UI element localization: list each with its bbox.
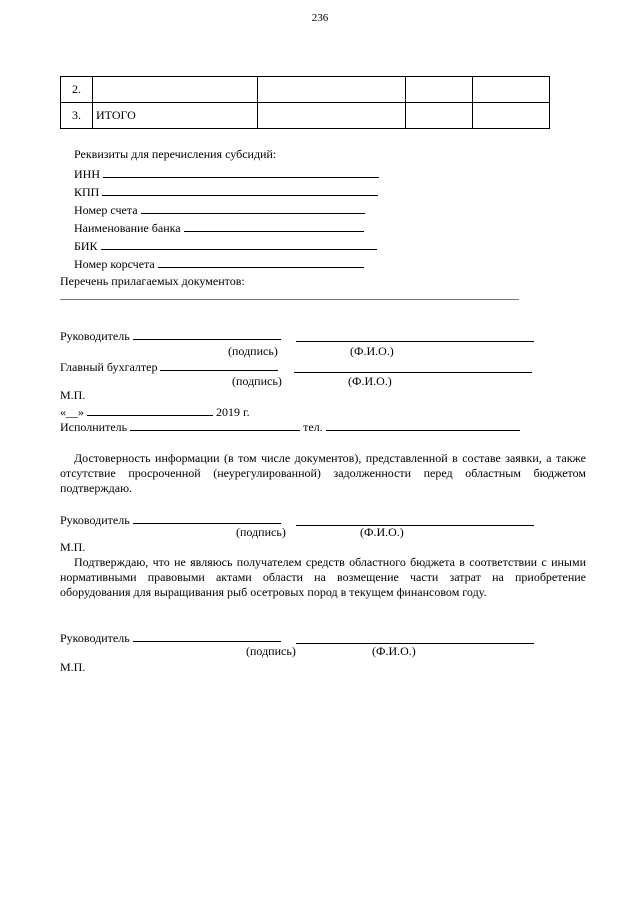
date-day[interactable]: «__» (60, 405, 84, 419)
executor-row (60, 419, 520, 435)
corr-field[interactable] (158, 256, 364, 268)
table-row (61, 77, 550, 103)
head-sign-row (60, 328, 281, 344)
table-cell (406, 77, 473, 103)
fio-caption: (Ф.И.О.) (372, 644, 416, 658)
kpp-label: КПП (74, 185, 100, 199)
accountant-sign-row (60, 359, 278, 375)
tel-field[interactable] (326, 419, 520, 431)
tel-label: тел. (303, 420, 323, 434)
table-cell (473, 77, 550, 103)
bik-label: БИК (74, 239, 98, 253)
head-label: Руководитель (60, 329, 130, 343)
executor-label: Исполнитель (60, 420, 128, 434)
fio-caption: (Ф.И.О.) (360, 525, 404, 539)
head-fio-field[interactable] (296, 514, 534, 526)
head-fio-field[interactable] (296, 330, 534, 342)
statement-reliability: Достоверность информации (в том числе документов), представленной в составе заявки, а также отсутствие просроченной (неурегулированной) задолженности перед областным бюджетом подтверждаю. (60, 451, 586, 495)
statement-non-recipient: Подтверждаю, что не являюсь получателем средств областного бюджета в соответствии с иными нормативными правовыми актами области на возмещение части затрат на приобретение оборудования для выращивания рыб осетровых пород в текущем финансовом году. (60, 555, 586, 599)
table-cell (258, 103, 406, 129)
kpp-field[interactable] (102, 184, 378, 196)
kpp-row (74, 184, 378, 200)
bank-field[interactable] (184, 220, 364, 232)
fio-caption: (Ф.И.О.) (348, 374, 392, 388)
docs-list-line[interactable] (60, 299, 519, 300)
row-number: 2. (61, 77, 93, 103)
docs-list-label: Перечень прилагаемых документов: (60, 274, 245, 288)
head-signature-field[interactable] (133, 328, 281, 340)
inn-row (74, 166, 379, 182)
table-cell (258, 77, 406, 103)
signature-caption: (подпись) (228, 344, 278, 358)
summary-table (60, 76, 550, 129)
account-label: Номер счета (74, 203, 138, 217)
head-fio-field[interactable] (296, 632, 534, 644)
signature-caption: (подпись) (236, 525, 286, 539)
requisites-title: Реквизиты для перечисления субсидий: (74, 147, 277, 161)
account-row (74, 202, 365, 218)
accountant-fio-field[interactable] (294, 361, 532, 373)
bik-field[interactable] (101, 238, 377, 250)
account-field[interactable] (141, 202, 365, 214)
table-cell (473, 103, 550, 129)
table-cell (406, 103, 473, 129)
date-month-field[interactable] (87, 404, 213, 416)
row-number: 3. (61, 103, 93, 129)
head-signature-field[interactable] (133, 630, 281, 642)
stamp-label: М.П. (60, 540, 86, 554)
signature-caption: (подпись) (232, 374, 282, 388)
head-label: Руководитель (60, 631, 130, 645)
inn-label: ИНН (74, 167, 100, 181)
corr-row (74, 256, 364, 272)
inn-field[interactable] (103, 166, 379, 178)
table-row (61, 103, 550, 129)
corr-label: Номер корсчета (74, 257, 155, 271)
page-number: 236 (311, 12, 329, 24)
accountant-signature-field[interactable] (160, 359, 278, 371)
date-row (60, 404, 250, 420)
accountant-label: Главный бухгалтер (60, 360, 158, 374)
stamp-label: М.П. (60, 660, 86, 674)
bik-row (74, 238, 377, 254)
row-name (93, 77, 258, 103)
signature-caption: (подпись) (246, 644, 296, 658)
fio-caption: (Ф.И.О.) (350, 344, 394, 358)
head-signature-field[interactable] (133, 512, 281, 524)
bank-row (74, 220, 364, 236)
row-name: ИТОГО (93, 103, 258, 129)
bank-label: Наименование банка (74, 221, 181, 235)
stamp-label: М.П. (60, 388, 86, 402)
executor-field[interactable] (130, 419, 300, 431)
head-label: Руководитель (60, 513, 130, 527)
date-year: 2019 г. (216, 405, 250, 419)
